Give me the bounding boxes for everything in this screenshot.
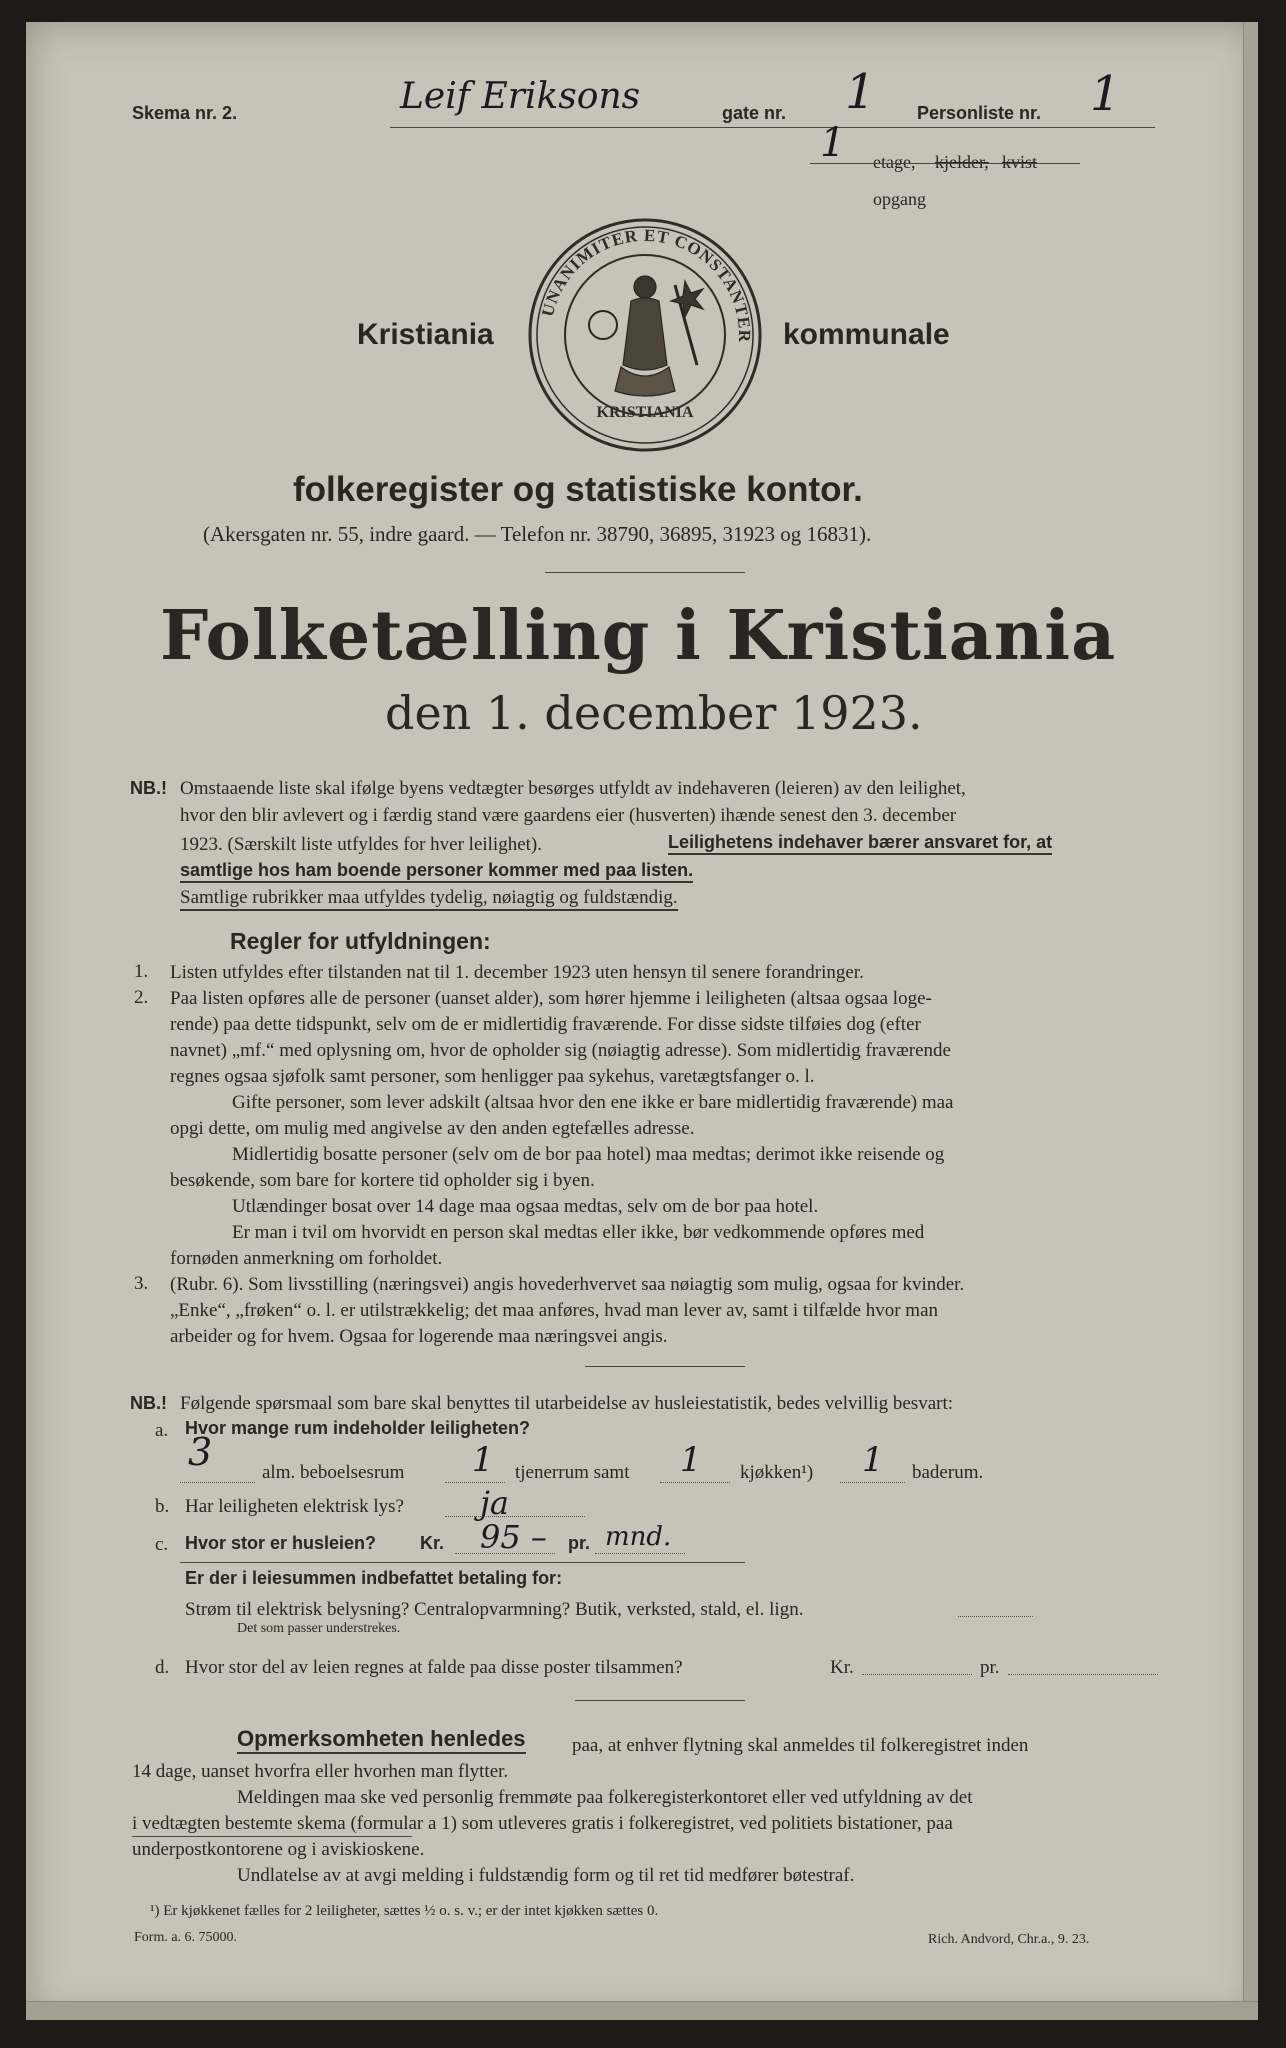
notice-line3: Meldingen maa ske ved personlig fremmøte paa folkeregisterkontoret eller ved utfyldning av det <box>237 1787 973 1808</box>
answer-rent-period: mnd. <box>605 1522 672 1552</box>
share-period-fill-line <box>1008 1674 1158 1675</box>
nb2-d-label: d. <box>155 1657 170 1678</box>
kjokken-fill-line <box>660 1482 730 1483</box>
answer-rent-amount: 95 – <box>480 1518 547 1556</box>
nb1-label: NB.! <box>130 778 167 798</box>
answer-tjenerrum: 1 <box>472 1440 494 1480</box>
nb2-b-label: b. <box>155 1496 170 1517</box>
question-b: Har leiligheten elektrisk lys? <box>185 1496 404 1517</box>
answer-electric-light: ja <box>480 1484 509 1522</box>
kvist-struck: kvist <box>1002 152 1038 172</box>
title-kommunale: kommunale <box>783 318 950 351</box>
etage-value: 1 <box>820 120 846 166</box>
answer-rooms: 3 <box>188 1430 213 1474</box>
census-date: den 1. december 1923. <box>385 686 923 740</box>
answer-kjokken: 1 <box>680 1440 702 1480</box>
rules-heading: Regler for utfyldningen: <box>230 928 491 954</box>
kjelder-struck: kjelder, <box>935 152 989 172</box>
divider <box>585 1366 745 1367</box>
seal-ring-text: UNANIMITER ET CONSTANTER <box>537 225 755 344</box>
rule3-line1: (Rubr. 6). Som livsstilling (næringsvei) angis hovederhvervet saa nøiagtig som mulig, ogsaa for kvinder. <box>170 1274 965 1295</box>
divider <box>545 572 745 573</box>
share-kr-label: Kr. <box>830 1657 854 1678</box>
notice-line6: Undlatelse av at avgi melding i fuldstændig form og til ret tid medfører bøtestraf. <box>237 1865 855 1886</box>
notice-line4: i vedtægten bestemte skema (formular a 1) som utleveres gratis i folkeregistret, ved politiets bistationer, paa <box>132 1813 953 1834</box>
rent-kr-label: Kr. <box>420 1533 445 1553</box>
nb1-line1: Omstaaende liste skal ifølge byens vedtægter besørges utfyldt av indehaveren (leieren) av den leilighet, <box>180 778 966 799</box>
question-d: Hvor stor del av leien regnes at falde paa disse poster tilsammen? <box>185 1657 683 1678</box>
personliste-value: 1 <box>1090 66 1121 122</box>
rule2-line9: Utlændinger bosat over 14 dage maa ogsaa medtas, selv om de bor paa hotel. <box>232 1196 819 1217</box>
rooms-fill-line <box>180 1482 255 1483</box>
rent-fill-line <box>455 1553 555 1554</box>
rule3-line3: arbeider og for hvem. Ogsaa for logerende maa næringsvei angis. <box>170 1326 668 1347</box>
share-fill-line <box>862 1674 972 1675</box>
nb2-a-label: a. <box>155 1420 169 1441</box>
gate-nr-value: 1 <box>845 64 876 120</box>
notice-line1: paa, at enhver flytning skal anmeldes til folkeregistret inden <box>572 1735 1029 1756</box>
rule2-line3: navnet) „mf.“ med oplysning om, hvor de opholder sig (nøiagtig adresse). Som midlertidig fraværende <box>170 1040 951 1061</box>
rule2-line7: Midlertidig bosatte personer (selv om de bor paa hotel) maa medtas; derimot ikke reisende og <box>232 1144 945 1165</box>
nb1-line4: samtlige hos ham boende personer kommer med paa listen. <box>180 860 693 883</box>
footnote: ¹) Er kjøkkenet fælles for 2 leiligheter, sættes ½ o. s. v.; er der intet kjøkken sættes 0. <box>150 1903 659 1919</box>
nb1-line3b: Leilighetens indehaver bærer ansvaret for, at <box>668 832 1052 855</box>
header-underline <box>390 127 1155 128</box>
notice-line2: 14 dage, uanset hvorfra eller hvorhen man flytter. <box>132 1761 509 1782</box>
baderum-fill-line <box>840 1482 905 1483</box>
question-a: Hvor mange rum indeholder leiligheten? <box>185 1418 531 1438</box>
rule1-number: 1. <box>134 961 149 982</box>
nb1-line2: hvor den blir avlevert og i færdig stand være gaardens eier (husverten) ihænde senest den 3. december <box>180 805 957 826</box>
nb2-c-label: c. <box>155 1534 169 1555</box>
street-name-handwritten: Leif Eriksons <box>400 76 641 117</box>
rule2-line1: Paa listen opføres alle de personer (uanset alder), som hører hjemme i leiligheten (altsaa ogsaa loge- <box>170 988 932 1009</box>
nb1-line3a: 1923. (Særskilt liste utfyldes for hver leilighet). <box>180 834 543 855</box>
printer-imprint: Rich. Andvord, Chr.a., 9. 23. <box>928 1932 1090 1947</box>
office-address: (Akersgaten nr. 55, indre gaard. — Telefon nr. 38790, 36895, 31923 og 16831). <box>203 522 872 546</box>
rule2-line2: rende) paa dette tidspunkt, selv om de er midlertidig fraværende. For disse sidste tilføies dog (efter <box>170 1014 921 1035</box>
seal-bottom-text: KRISTIANIA <box>596 404 694 421</box>
rooms-label: alm. beboelsesrum <box>262 1462 405 1483</box>
electric-fill-line <box>445 1516 585 1517</box>
rule2-line4: regnes ogsaa sjøfolk samt personer, som henligger paa sykehus, varetægtsfanger o. l. <box>170 1066 815 1087</box>
etage-underline <box>810 163 1080 164</box>
office-title: folkeregister og statistiske kontor. <box>293 470 863 509</box>
rent-includes-heading: Er der i leiesummen indbefattet betaling for: <box>185 1568 563 1588</box>
rule2-line11: fornøden anmerkning om forholdet. <box>170 1248 443 1269</box>
rule3-line2: „Enke“, „frøken“ o. l. er utilstrækkelig; det maa anføres, hvad man lever av, samt i tilfælde hvor man <box>170 1300 939 1321</box>
skema-number: Skema nr. 2. <box>132 103 238 123</box>
rule2-line10: Er man i tvil om hvorvidt en person skal medtas eller ikke, bør vedkommende opføres med <box>232 1222 925 1243</box>
main-title: Folketælling i Kristiania <box>160 596 1117 676</box>
form-number: Form. a. 6. 75000. <box>134 1930 238 1945</box>
nb2-label: NB.! <box>130 1393 167 1413</box>
rent-includes-items: Strøm til elektrisk belysning? Centralopvarmning? Butik, verksted, stald, el. lign. <box>185 1599 804 1620</box>
rule2-number: 2. <box>134 987 149 1008</box>
personliste-label: Personliste nr. <box>917 103 1042 123</box>
rule2-line8: besøkende, som bare for kortere tid opholder sig i byen. <box>170 1170 595 1191</box>
question-c: Hvor stor er husleien? <box>185 1533 377 1553</box>
title-kristiania: Kristiania <box>357 318 494 351</box>
rule1-text: Listen utfyldes efter tilstanden nat til 1. december 1923 uten hensyn til senere forandringer. <box>170 962 864 983</box>
period-fill-line <box>595 1553 685 1554</box>
rule3-number: 3. <box>134 1273 149 1294</box>
gate-nr-label: gate nr. <box>722 103 787 123</box>
rent-pr-label: pr. <box>568 1533 591 1553</box>
items-fill-line <box>958 1616 1033 1617</box>
baderum-label: baderum. <box>912 1462 984 1483</box>
divider <box>575 1700 745 1701</box>
tjener-fill-line <box>445 1482 505 1483</box>
nb1-line5: Samtlige rubrikker maa utfyldes tydelig, nøiagtig og fuldstændig. <box>180 887 678 911</box>
notice-line5: underpostkontorene og i aviskioskene. <box>132 1839 425 1860</box>
nb2-intro: Følgende spørsmaal som bare skal benyttes til utarbeidelse av husleiestatistik, bedes velvillig besvart: <box>180 1393 954 1414</box>
rule2-line5: Gifte personer, som lever adskilt (altsaa hvor den ene ikke er bare midlertidig fraværende) maa <box>232 1092 954 1113</box>
share-pr-label: pr. <box>980 1657 1000 1678</box>
tjenerrum-label: tjenerrum samt <box>515 1462 630 1483</box>
answer-baderum: 1 <box>862 1440 884 1480</box>
notice-heading: Opmerksomheten henledes <box>237 1726 526 1754</box>
rule2-line6: opgi dette, om mulig med angivelse av den anden egtefælles adresse. <box>170 1118 695 1139</box>
rent-rule <box>180 1562 745 1563</box>
underline-instruction: Det som passer understrekes. <box>237 1621 401 1636</box>
city-seal-emblem <box>525 215 765 455</box>
kjokken-label: kjøkken¹) <box>740 1462 814 1483</box>
opgang-label: opgang <box>873 189 926 209</box>
etage-label: etage, <box>873 152 916 172</box>
